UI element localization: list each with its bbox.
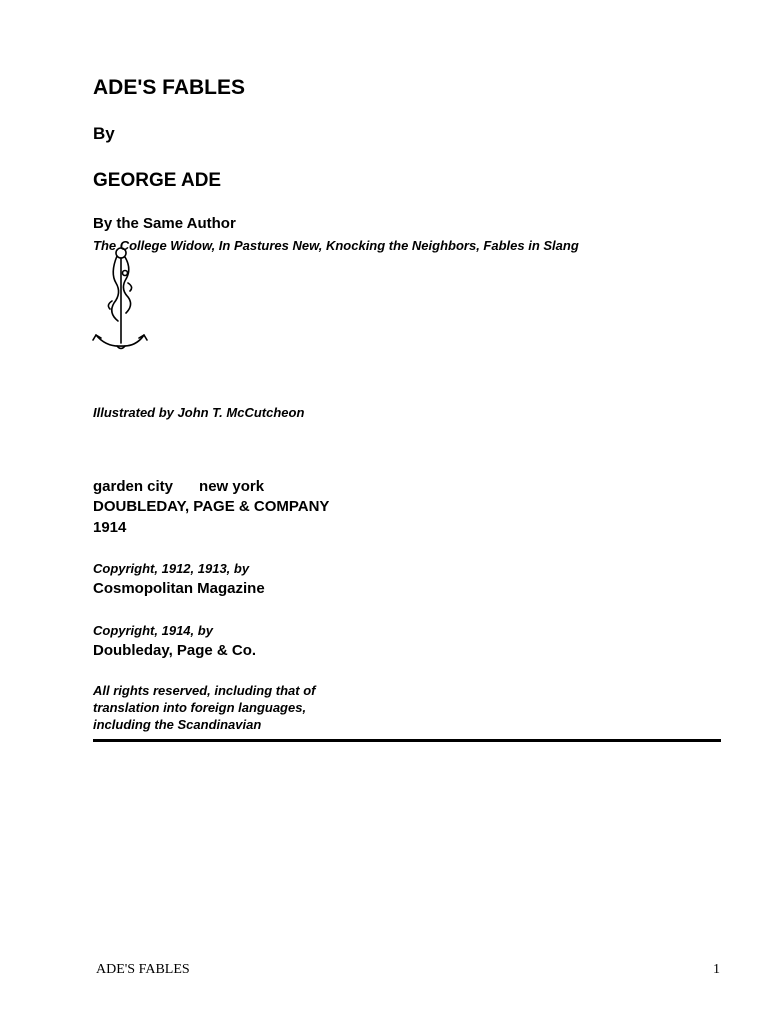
other-works-list: The College Widow, In Pastures New, Knocking the Neighbors, Fables in Slang <box>93 238 579 253</box>
rights-line: All rights reserved, including that of <box>93 683 316 698</box>
copyright-holder-2: Doubleday, Page & Co. <box>93 642 257 659</box>
place-state: new york <box>199 478 265 495</box>
publisher-name: DOUBLEDAY, PAGE & COMPANY <box>93 498 330 515</box>
anchor-emblem-icon <box>92 243 148 353</box>
publication-year: 1914 <box>93 519 127 536</box>
same-author-heading: By the Same Author <box>93 215 236 232</box>
by-label: By <box>93 124 115 143</box>
rights-line: including the Scandinavian <box>93 717 262 732</box>
footer-page-number: 1 <box>713 962 720 977</box>
copyright-notice-2: Copyright, 1914, by <box>93 623 213 638</box>
copyright-notice-1: Copyright, 1912, 1913, by <box>93 561 250 576</box>
horizontal-divider <box>93 739 721 742</box>
copyright-holder-1: Cosmopolitan Magazine <box>93 580 265 597</box>
rights-line: translation into foreign languages, <box>93 700 307 715</box>
publisher-place <box>93 478 264 495</box>
rights-statement <box>93 682 315 733</box>
illustrator-credit: Illustrated by John T. McCutcheon <box>93 405 305 420</box>
footer-title: ADE'S FABLES <box>96 962 190 977</box>
book-title: ADE'S FABLES <box>93 76 246 99</box>
author-name: GEORGE ADE <box>93 170 222 191</box>
place-city: garden city <box>93 478 174 495</box>
